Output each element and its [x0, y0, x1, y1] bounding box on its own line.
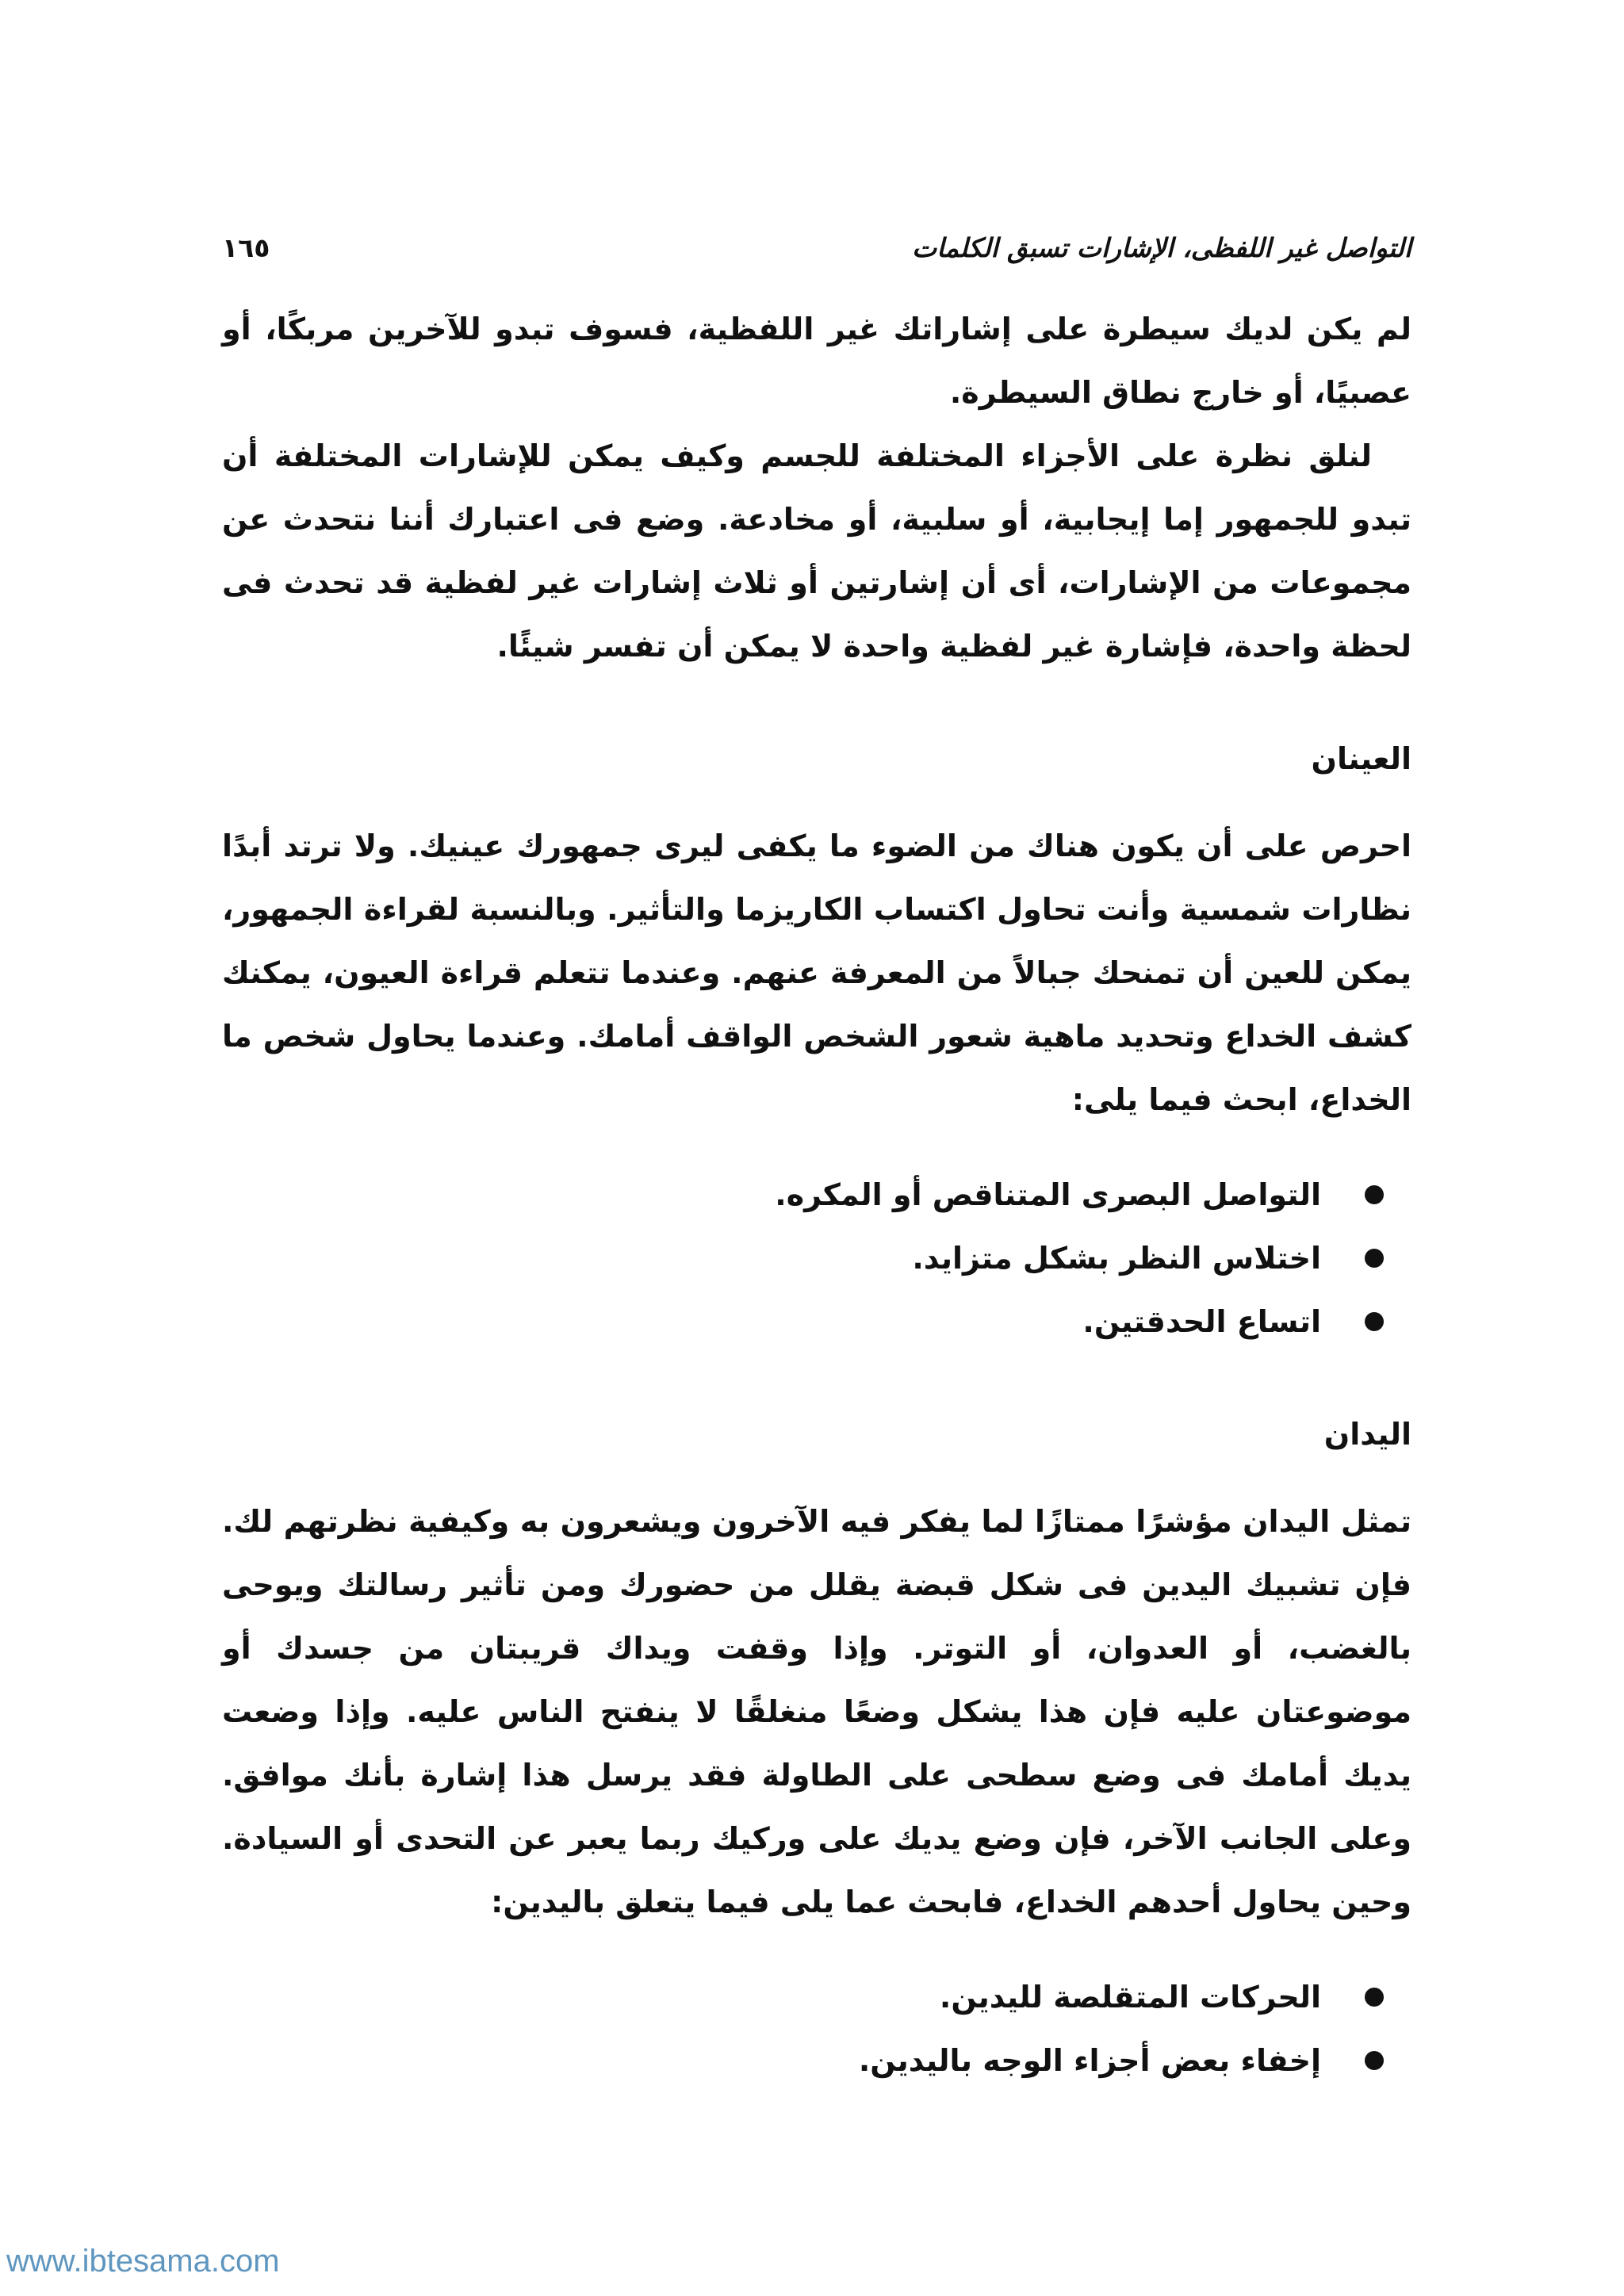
bullet-icon: [1365, 1249, 1384, 1268]
hands-bullet-list: [222, 1965, 1411, 2092]
heading-spacer: [222, 790, 1411, 814]
watermark-url: www.ibtesama.com: [6, 2244, 280, 2279]
chapter-title: التواصل غير اللفظى، الإشارات تسبق الكلمات: [912, 232, 1411, 263]
list-item-text: الحركات المتقلصة لليدين.: [939, 1980, 1321, 2015]
list-spacer: [222, 1934, 1411, 1965]
eyes-heading: العينان: [1311, 741, 1411, 776]
heading-spacer: [222, 1466, 1411, 1490]
section-spacer: [222, 678, 1411, 727]
hands-paragraph: تمثل اليدان مؤشرًا ممتازًا لما يفكر فيه الآخرون ويشعرون به وكيفية نظرتهم لك. فإن تشبيك اليدين فى شكل قبضة يقلل من حضورك ومن تأثير رسالتك ويوحى بالغضب، أو العدوان، أو التوتر. وإذا وقفت ويداك قريبتان من جسدك أو موضوعتان عليه فإن هذا يشكل وضعًا منغلقًا لا ينفتح الناس عليه. وإذا وضعت يديك أمامك فى وضع سطحى على الطاولة فقد يرسل هذا إشارة بأنك موافق. وعلى الجانب الآخر، فإن وضع يديك على وركيك ربما يعبر عن التحدى أو السيادة. وحين يحاول أحدهم الخداع، فابحث عما يلى فيما يتعلق باليدين:: [222, 1504, 1411, 1919]
bullet-icon: [1365, 2051, 1384, 2070]
intro-paragraph-2: لنلق نظرة على الأجزاء المختلفة للجسم وكيف يمكن للإشارات المختلفة أن تبدو للجمهور إما إيجابية، أو سلبية، أو مخادعة. وضع فى اعتبارك أننا نتحدث عن مجموعات من الإشارات، أى أن إشارتين أو ثلاث إشارات غير لفظية قد تحدث فى لحظة واحدة، فإشارة غير لفظية واحدة لا يمكن أن تفسر شيئًا.: [222, 438, 1411, 664]
list-item-text: اختلاس النظر بشكل متزايد.: [912, 1241, 1321, 1276]
eyes-bullet-list: [222, 1163, 1411, 1353]
intro-paragraph-1: لم يكن لديك سيطرة على إشاراتك غير اللفظية، فسوف تبدو للآخرين مربكًا، أو عصبيًا، أو خارج نطاق السيطرة.: [222, 312, 1411, 410]
bullet-icon: [1365, 1988, 1384, 2007]
list-item: [222, 1226, 1411, 1290]
list-item: [222, 2029, 1411, 2092]
list-item: [222, 1163, 1411, 1226]
eyes-paragraph: احرص على أن يكون هناك من الضوء ما يكفى ليرى جمهورك عينيك. ولا ترتد أبدًا نظارات شمسية وأنت تحاول اكتساب الكاريزما والتأثير. وبالنسبة لقراءة الجمهور، يمكن للعين أن تمنحك جبالاً من المعرفة عنهم. وعندما تتعلم قراءة العيون، يمكنك كشف الخداع وتحديد ماهية شعور الشخص الواقف أمامك. وعندما يحاول شخص ما الخداع، ابحث فيما يلى:: [222, 828, 1411, 1117]
list-item-text: التواصل البصرى المتناقص أو المكره.: [775, 1177, 1321, 1212]
list-item: [222, 1290, 1411, 1353]
section-spacer: [222, 1353, 1411, 1402]
running-header: [222, 224, 1411, 271]
list-spacer: [222, 1131, 1411, 1163]
list-item: [222, 1965, 1411, 2029]
page-number: ١٦٥: [222, 232, 270, 263]
hands-heading: اليدان: [1323, 1417, 1411, 1452]
list-item-text: اتساع الحدقتين.: [1082, 1304, 1321, 1339]
bullet-icon: [1365, 1185, 1384, 1204]
bullet-icon: [1365, 1312, 1384, 1331]
list-item-text: إخفاء بعض أجزاء الوجه باليدين.: [858, 2043, 1321, 2078]
page-body: [222, 297, 1411, 2092]
